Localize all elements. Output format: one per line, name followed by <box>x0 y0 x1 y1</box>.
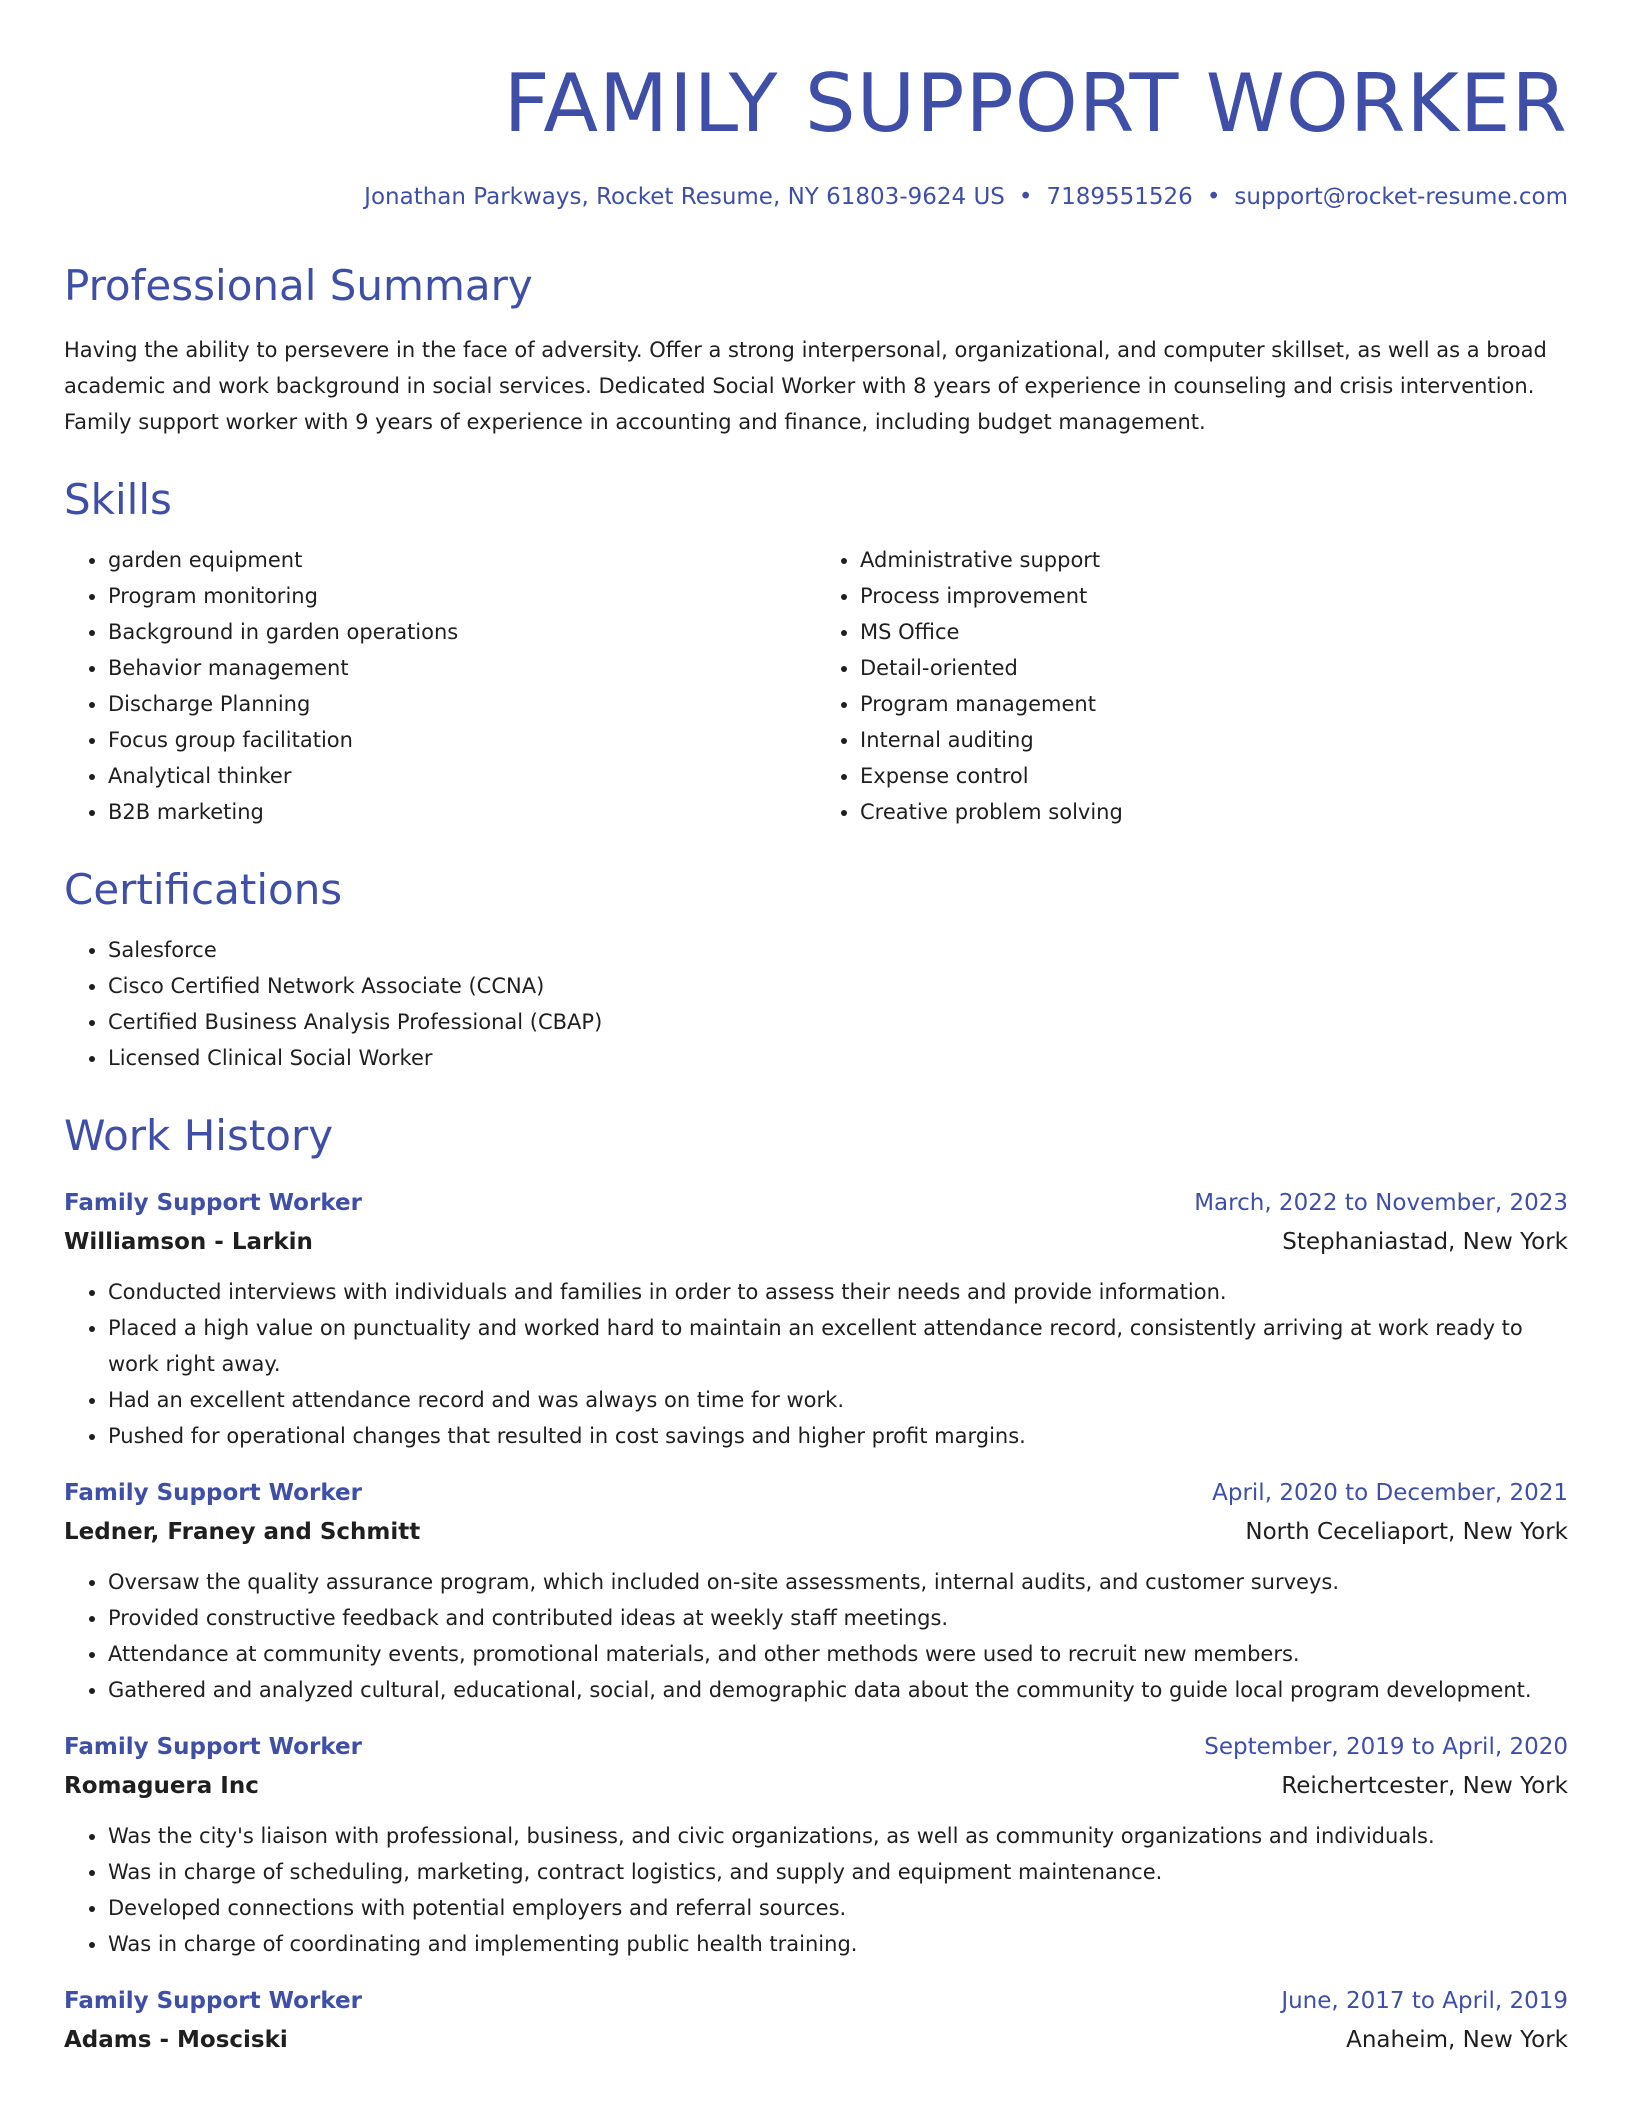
job-company-row <box>64 2020 1568 2060</box>
skill-item: • Administrative support <box>860 542 1568 578</box>
certification-item: • Certified Business Analysis Professional (CBAP) <box>108 1004 1568 1040</box>
job-title: Family Support Worker <box>64 1988 362 2014</box>
job-bullet: • Pushed for operational changes that resulted in cost savings and higher profit margins. <box>108 1418 1568 1454</box>
skill-item: • Creative problem solving <box>860 794 1568 830</box>
job-bullet: • Was in charge of scheduling, marketing, contract logistics, and supply and equipment maintenance. <box>108 1854 1568 1890</box>
job-bullet: • Developed connections with potential employers and referral sources. <box>108 1890 1568 1926</box>
job-bullet: • Attendance at community events, promotional materials, and other methods were used to recruit new members. <box>108 1636 1568 1672</box>
job-location: Reichertcester, New York <box>1281 1773 1568 1799</box>
summary-section <box>64 256 1568 440</box>
job-header-row <box>64 1982 1568 2020</box>
job-location: Stephaniastad, New York <box>1282 1229 1568 1255</box>
job-entry <box>64 1982 1568 2060</box>
job-title: Family Support Worker <box>64 1480 362 1506</box>
skills-heading: Skills <box>64 475 172 524</box>
skill-item: • Program management <box>860 686 1568 722</box>
job-company: Williamson - Larkin <box>64 1229 313 1255</box>
job-company: Adams - Mosciski <box>64 2027 288 2053</box>
job-bullets <box>64 1564 1568 1708</box>
job-title: Family Support Worker <box>64 1734 362 1760</box>
page-title: FAMILY SUPPORT WORKER <box>503 57 1568 150</box>
job-bullet: • Had an excellent attendance record and was always on time for work. <box>108 1382 1568 1418</box>
skills-columns <box>64 542 1568 830</box>
contact-line <box>64 180 1568 214</box>
summary-text: Having the ability to persevere in the face of adversity. Offer a strong interpersonal, organizational, and computer skillset, as well as a broad academic and work background in social services. Dedicated Social Worker with 8 years of experience in counseling and crisis intervention. Family support worker with 9 years of experience in accounting and finance, including budget management. <box>64 338 1547 434</box>
job-entry <box>64 1184 1568 1454</box>
job-dates: June, 2017 to April, 2019 <box>1281 1988 1568 2014</box>
job-company-row <box>64 1766 1568 1806</box>
skill-item: • Program monitoring <box>108 578 816 614</box>
job-dates: April, 2020 to December, 2021 <box>1212 1480 1568 1506</box>
work-history-section <box>64 1106 1568 2060</box>
job-dates: March, 2022 to November, 2023 <box>1194 1190 1568 1216</box>
skills-section <box>64 470 1568 830</box>
summary-heading: Professional Summary <box>64 261 533 310</box>
job-company: Ledner, Franey and Schmitt <box>64 1519 421 1545</box>
job-location: North Ceceliaport, New York <box>1245 1519 1568 1545</box>
certifications-list <box>64 932 1568 1076</box>
contact-address: Jonathan Parkways, Rocket Resume, NY 61803-9624 US <box>364 184 1005 210</box>
job-bullet: • Was in charge of coordinating and implementing public health training. <box>108 1926 1568 1962</box>
job-bullet: • Conducted interviews with individuals and families in order to assess their needs and provide information. <box>108 1274 1568 1310</box>
skill-item: • Internal auditing <box>860 722 1568 758</box>
resume-header <box>64 48 1568 214</box>
job-dates: September, 2019 to April, 2020 <box>1204 1734 1568 1760</box>
certification-item: • Cisco Certified Network Associate (CCNA) <box>108 968 1568 1004</box>
job-entry <box>64 1728 1568 1962</box>
job-company-row <box>64 1512 1568 1552</box>
skill-item: • Expense control <box>860 758 1568 794</box>
skills-list-right <box>816 542 1568 830</box>
certifications-section <box>64 860 1568 1076</box>
skills-list-left <box>64 542 816 830</box>
skill-item: • Focus group facilitation <box>108 722 816 758</box>
skill-item: • garden equipment <box>108 542 816 578</box>
job-location: Anaheim, New York <box>1346 2027 1568 2053</box>
skill-item: • Detail-oriented <box>860 650 1568 686</box>
job-bullet: • Provided constructive feedback and contributed ideas at weekly staff meetings. <box>108 1600 1568 1636</box>
skill-item: • Behavior management <box>108 650 816 686</box>
contact-separator: • <box>1018 184 1033 210</box>
skill-item: • Process improvement <box>860 578 1568 614</box>
job-entry <box>64 1474 1568 1708</box>
job-header-row <box>64 1474 1568 1512</box>
job-header-row <box>64 1184 1568 1222</box>
job-company: Romaguera Inc <box>64 1773 259 1799</box>
job-bullets <box>64 1274 1568 1454</box>
job-bullet: • Oversaw the quality assurance program, which included on-site assessments, internal audits, and customer surveys. <box>108 1564 1568 1600</box>
certification-item: • Salesforce <box>108 932 1568 968</box>
skill-item: • Discharge Planning <box>108 686 816 722</box>
job-bullet: • Gathered and analyzed cultural, educational, social, and demographic data about the community to guide local program development. <box>108 1672 1568 1708</box>
job-bullet: • Was the city's liaison with professional, business, and civic organizations, as well as community organizations and individuals. <box>108 1818 1568 1854</box>
skill-item: • Background in garden operations <box>108 614 816 650</box>
job-header-row <box>64 1728 1568 1766</box>
contact-separator: • <box>1206 184 1221 210</box>
job-bullet: • Placed a high value on punctuality and worked hard to maintain an excellent attendance record, consistently arriving at work ready to work right away. <box>108 1310 1568 1382</box>
skill-item: • Analytical thinker <box>108 758 816 794</box>
certification-item: • Licensed Clinical Social Worker <box>108 1040 1568 1076</box>
contact-email[interactable]: support@rocket-resume.com <box>1234 184 1568 210</box>
certifications-heading: Certifications <box>64 865 343 914</box>
job-company-row <box>64 1222 1568 1262</box>
work-history-heading: Work History <box>64 1111 334 1160</box>
job-bullets <box>64 1818 1568 1962</box>
skill-item: • MS Office <box>860 614 1568 650</box>
job-title: Family Support Worker <box>64 1190 362 1216</box>
contact-phone: 7189551526 <box>1046 184 1193 210</box>
skill-item: • B2B marketing <box>108 794 816 830</box>
